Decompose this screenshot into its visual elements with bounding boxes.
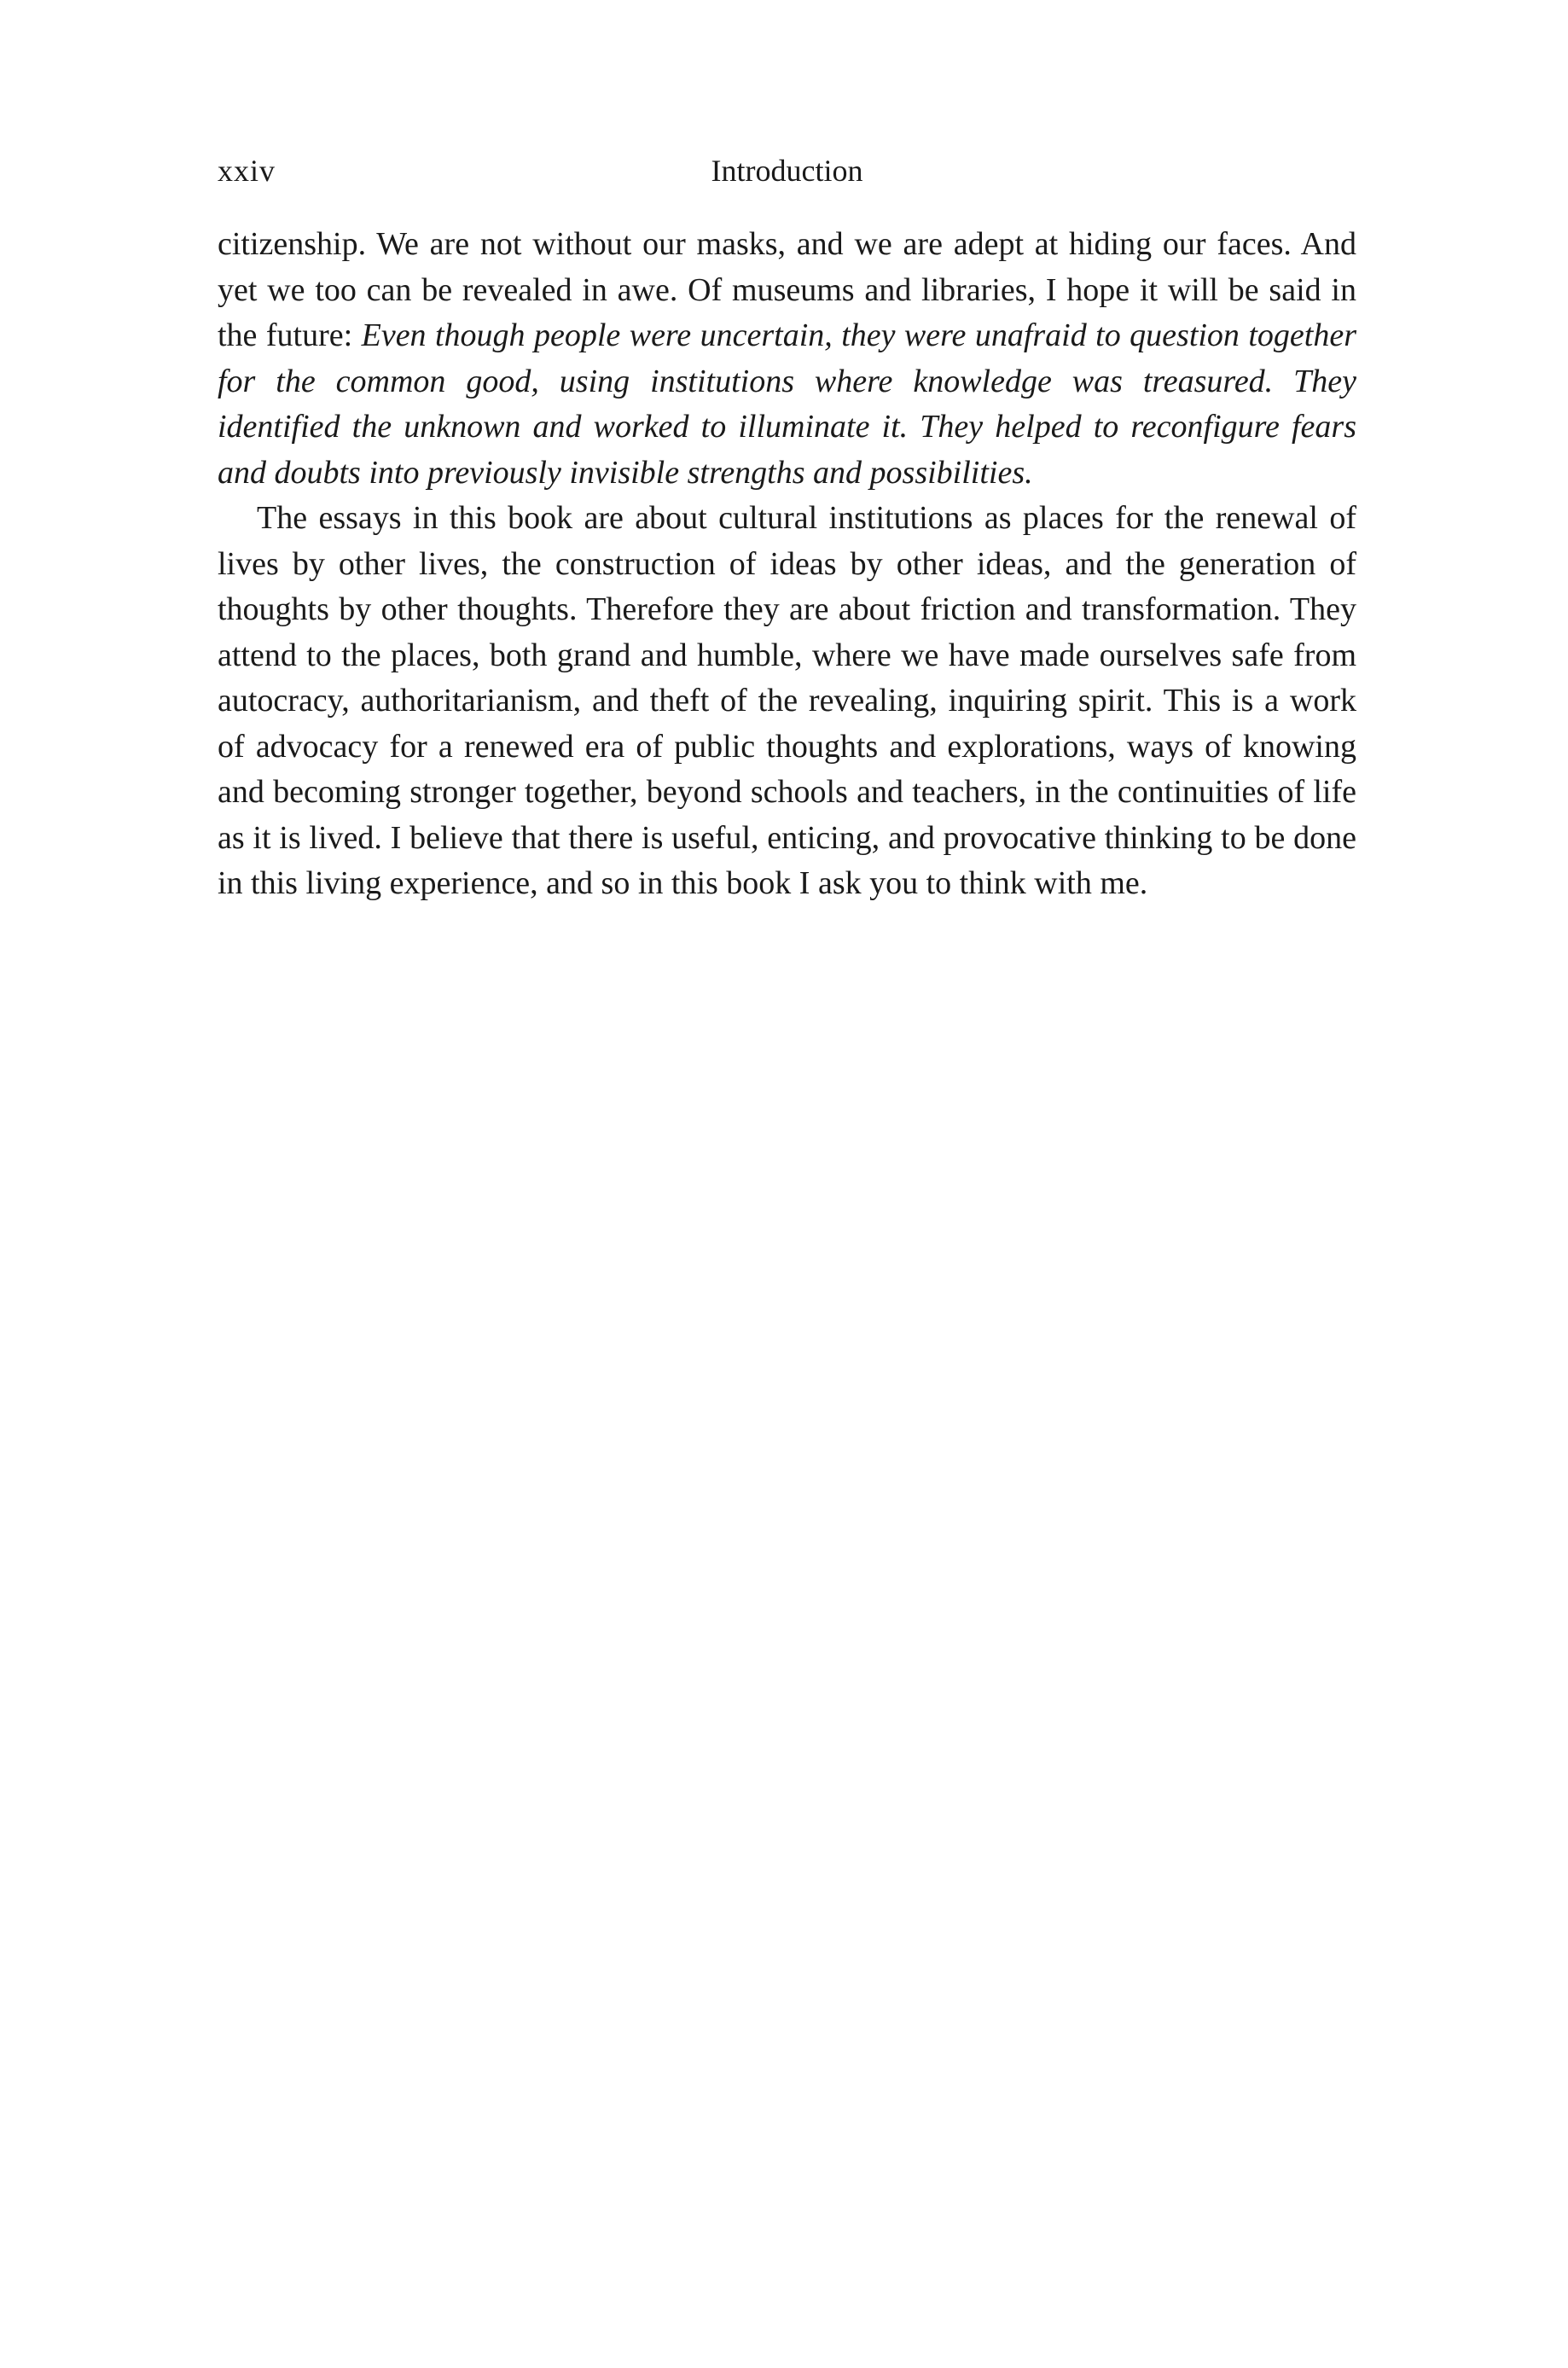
page-number: xxiv <box>218 154 276 188</box>
paragraph-continued <box>218 222 1356 496</box>
book-page <box>218 145 1356 907</box>
body-text <box>218 222 1356 907</box>
paragraph-lead-text: citizenship. We are not without our masks, and we are adept at hiding our faces. And yet we too can be revealed in awe. Of museums and libraries, I hope it will be said in the future: <box>218 226 1356 353</box>
italic-quote: Even though people were uncertain, they were unafraid to question together for the common good, using institutions where knowledge was treasured. They identified the unknown and worked to illuminate it. They helped to reconfigure fears and doubts into previously invisible strengths and possibilities. <box>218 317 1357 491</box>
paragraph-essays: The essays in this book are about cultural institutions as places for the renewal of lives by other lives, the construction of ideas by other ideas, and the generation of thoughts by other thoughts. Therefore they are about friction and transformation. They attend to the places, both grand and humble, where we have made ourselves safe from autocracy, authoritarianism, and theft of the revealing, inquiring spirit. This is a work of advocacy for a renewed era of public thoughts and explorations, ways of knowing and becoming stronger together, beyond schools and teachers, in the continuities of life as it is lived. I believe that there is useful, enticing, and provocative thinking to be done in this living experience, and so in this book I ask you to think with me. <box>218 500 1356 901</box>
running-head <box>218 145 1356 196</box>
running-title: Introduction <box>711 154 863 188</box>
